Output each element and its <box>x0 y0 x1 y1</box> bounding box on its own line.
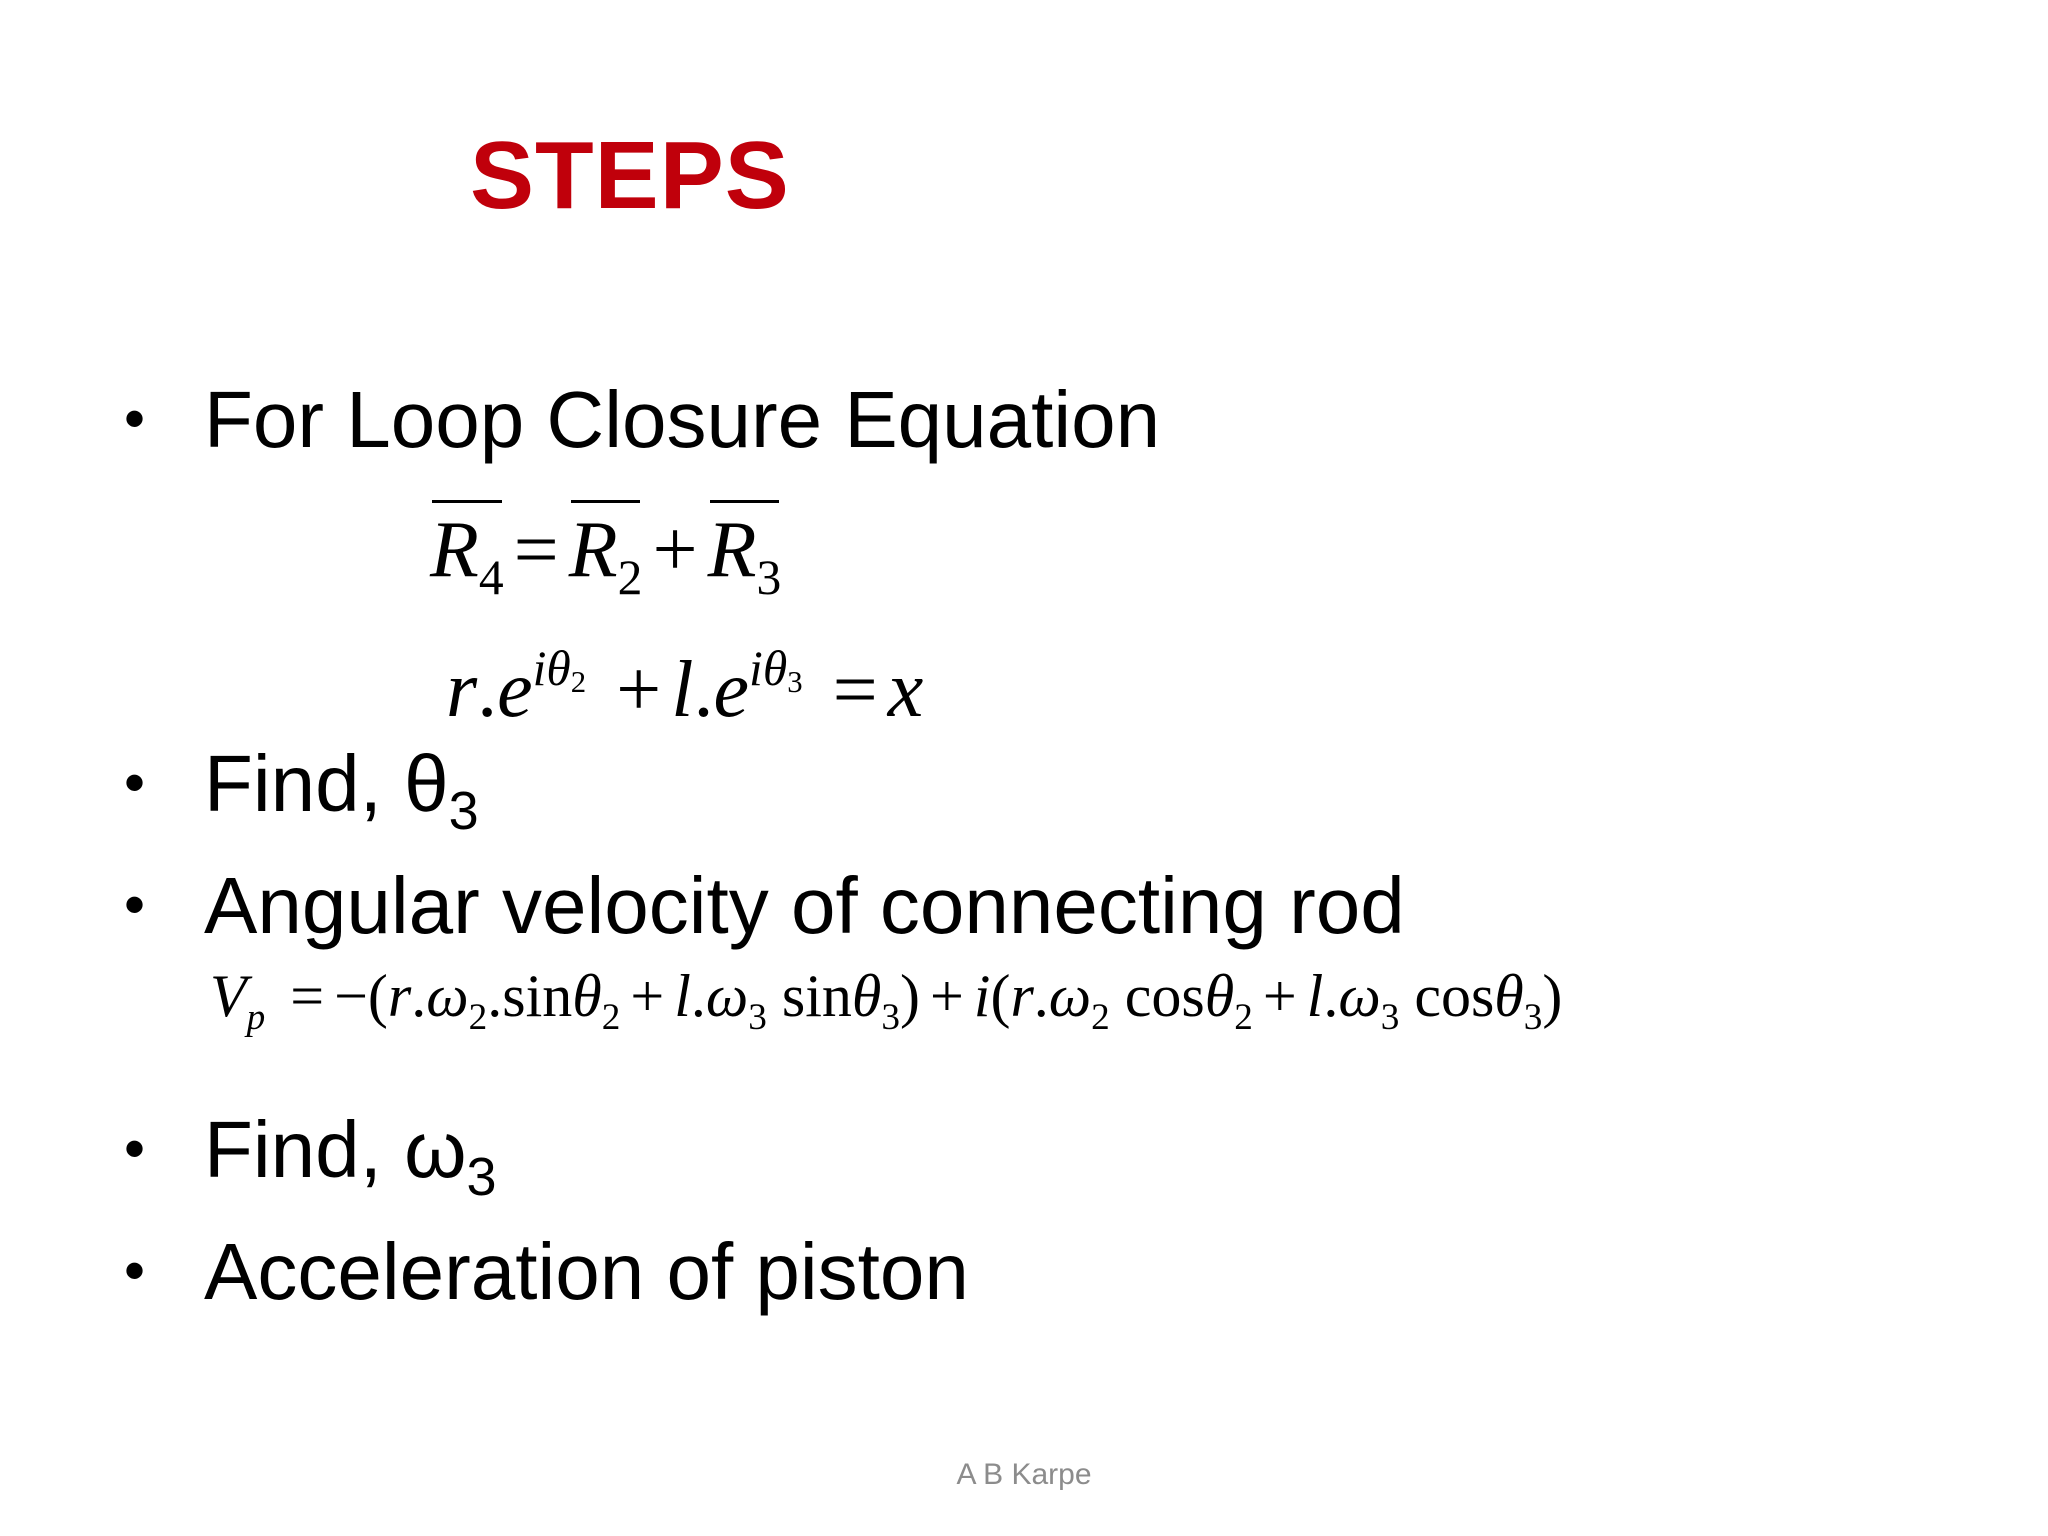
bullet-find-omega3 <box>124 1105 497 1207</box>
bullet-dot: • <box>124 871 146 938</box>
bullet-dot: • <box>124 1115 146 1182</box>
bullet-text: Find, $\omega_3$ <box>204 1105 497 1207</box>
bullet-loop-closure <box>124 375 1161 464</box>
equation-complex-loop: $r.e^{i\theta 2} + l.e^{i\theta 3} = x$ <box>446 641 924 734</box>
bullet-dot: • <box>124 749 146 816</box>
bullet-text: Acceleration of piston <box>204 1227 969 1316</box>
bullet-text: For Loop Closure Equation <box>204 375 1161 464</box>
bullet-angular-velocity <box>124 861 1405 950</box>
equation-vector-loop: $R_4 = R_2 + R_3$ <box>430 506 782 605</box>
slide-footer: A B Karpe <box>956 1458 1092 1491</box>
bullet-acceleration <box>124 1227 969 1316</box>
slide-title: STEPS <box>470 122 790 229</box>
bullet-dot: • <box>124 385 146 452</box>
bullet-text: Angular velocity of connecting rod <box>204 861 1405 950</box>
bullet-text: Find, $\theta_3$ <box>204 739 479 841</box>
bullet-dot: • <box>124 1237 146 1304</box>
equation-velocity: $V_p = -(r.\omega_2.\sin\theta_2 + l.\omega_3$ $\sin\theta_3) + i(r.\omega_2$ $\cos\theta_2 + l.\omega_3$ cosθ$_3$) <box>210 963 1563 1039</box>
bullet-find-theta3 <box>124 739 479 841</box>
